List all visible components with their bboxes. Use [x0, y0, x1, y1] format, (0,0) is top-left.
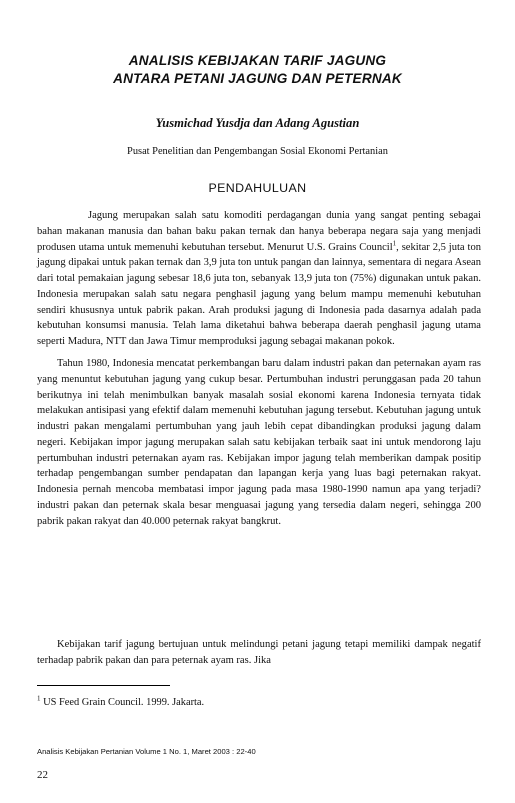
authors: Yusmichad Yusdja dan Adang Agustian	[155, 116, 360, 130]
title-line-2: ANTARA PETANI JAGUNG DAN PETERNAK	[113, 71, 402, 86]
page-number: 22	[37, 769, 48, 781]
paragraph-3: Kebijakan tarif jagung bertujuan untuk melindungi petani jagung tetapi memiliki dampak negatif terhadap pabrik pakan dan para peternak ayam ras. Jika	[37, 639, 481, 666]
footnote	[37, 694, 205, 708]
affiliation: Pusat Penelitian dan Pengembangan Sosial Ekonomi Pertanian	[127, 146, 388, 157]
paragraph-2: Tahun 1980, Indonesia mencatat perkembangan baru dalam industri pakan dan peternakan ayam ras yang menuntut kebutuhan jagung yang cukup besar. Pertumbuhan industri perunggasan pada 20 tahun berikutnya ini telah menimbulkan banyak masalah sosial ekonomi karena Indonesia ternyata tidak melakukan antisipasi yang efektif dalam memenuhi kebutuhan jagung tersebut. Kebutuhan jagung untuk industri pakan mengalami pertumbuhan yang jauh lebih cepat dibandingkan produksi jagung dalam negeri. Kebijakan impor jagung merupakan salah satu kebijakan terbaik saat ini untuk mendorong laju pertumbuhan industri peternakan ayam ras. Kebijakan impor jagung telah memberikan dampak positip terhadap pengembangan sumber pendapatan dan lapangan kerja yang luas bagi peternakan rakyat. Indonesia pernah mencoba membatasi impor jagung pada masa 1980-1990 namun apa yang terjadi? industri pakan dan peternak skala besar menguasai jagung yang tersedia dalam negeri, sehingga 200 pabrik pakan rakyat dan 40.000 peternak rakyat bangkrut.	[37, 358, 481, 527]
footnote-ref[interactable]: 1	[392, 238, 397, 247]
paragraph-1	[37, 208, 481, 350]
title-line-1: ANALISIS KEBIJAKAN TARIF JAGUNG	[128, 53, 387, 68]
footnote-marker: 1	[37, 694, 41, 703]
section-heading: PENDAHULUAN	[208, 181, 307, 195]
footnote-divider	[37, 685, 170, 686]
footnote-text: US Feed Grain Council. 1999. Jakarta.	[40, 697, 205, 708]
paragraph-1-text-a: Jagung merupakan salah satu komoditi perdagangan dunia yang sangat penting sebagai bahan makanan manusia dan bahan baku pakan ternak dan hanya beberapa negara saja yang menjadi produsen utama untuk memenuhi kebutuhan tersebut. Menurut U.S. Grains Council	[37, 210, 481, 253]
journal-citation: Analisis Kebijakan Pertanian Volume 1 No. 1, Maret 2003 : 22-40	[37, 747, 256, 756]
paragraph-1-text-b: , sekitar 2,5 juta ton jagung dipakai untuk pakan ternak dan 3,9 juta ton untuk pangan dan lainnya, sementara di negara Asean dari total pemakaian jagung sebesar 18,6 juta ton, sebanyak 13,9 juta ton (75%) digunakan untuk pakan. Indonesia merupakan salah satu negara penghasil jagung yang belum mampu memenuhi kebutuhan sendiri khususnya untuk pabrik pakan. Arah produksi jagung di Indonesia pada dasarnya adalah pada kebutuhan konsumsi manusia. Telah lama diketahui bahwa beberapa daerah penghasil jagung utama seperti Madura, NTT dan Jawa Timur memproduksi jagung sebagai makanan pokok.	[37, 241, 481, 347]
